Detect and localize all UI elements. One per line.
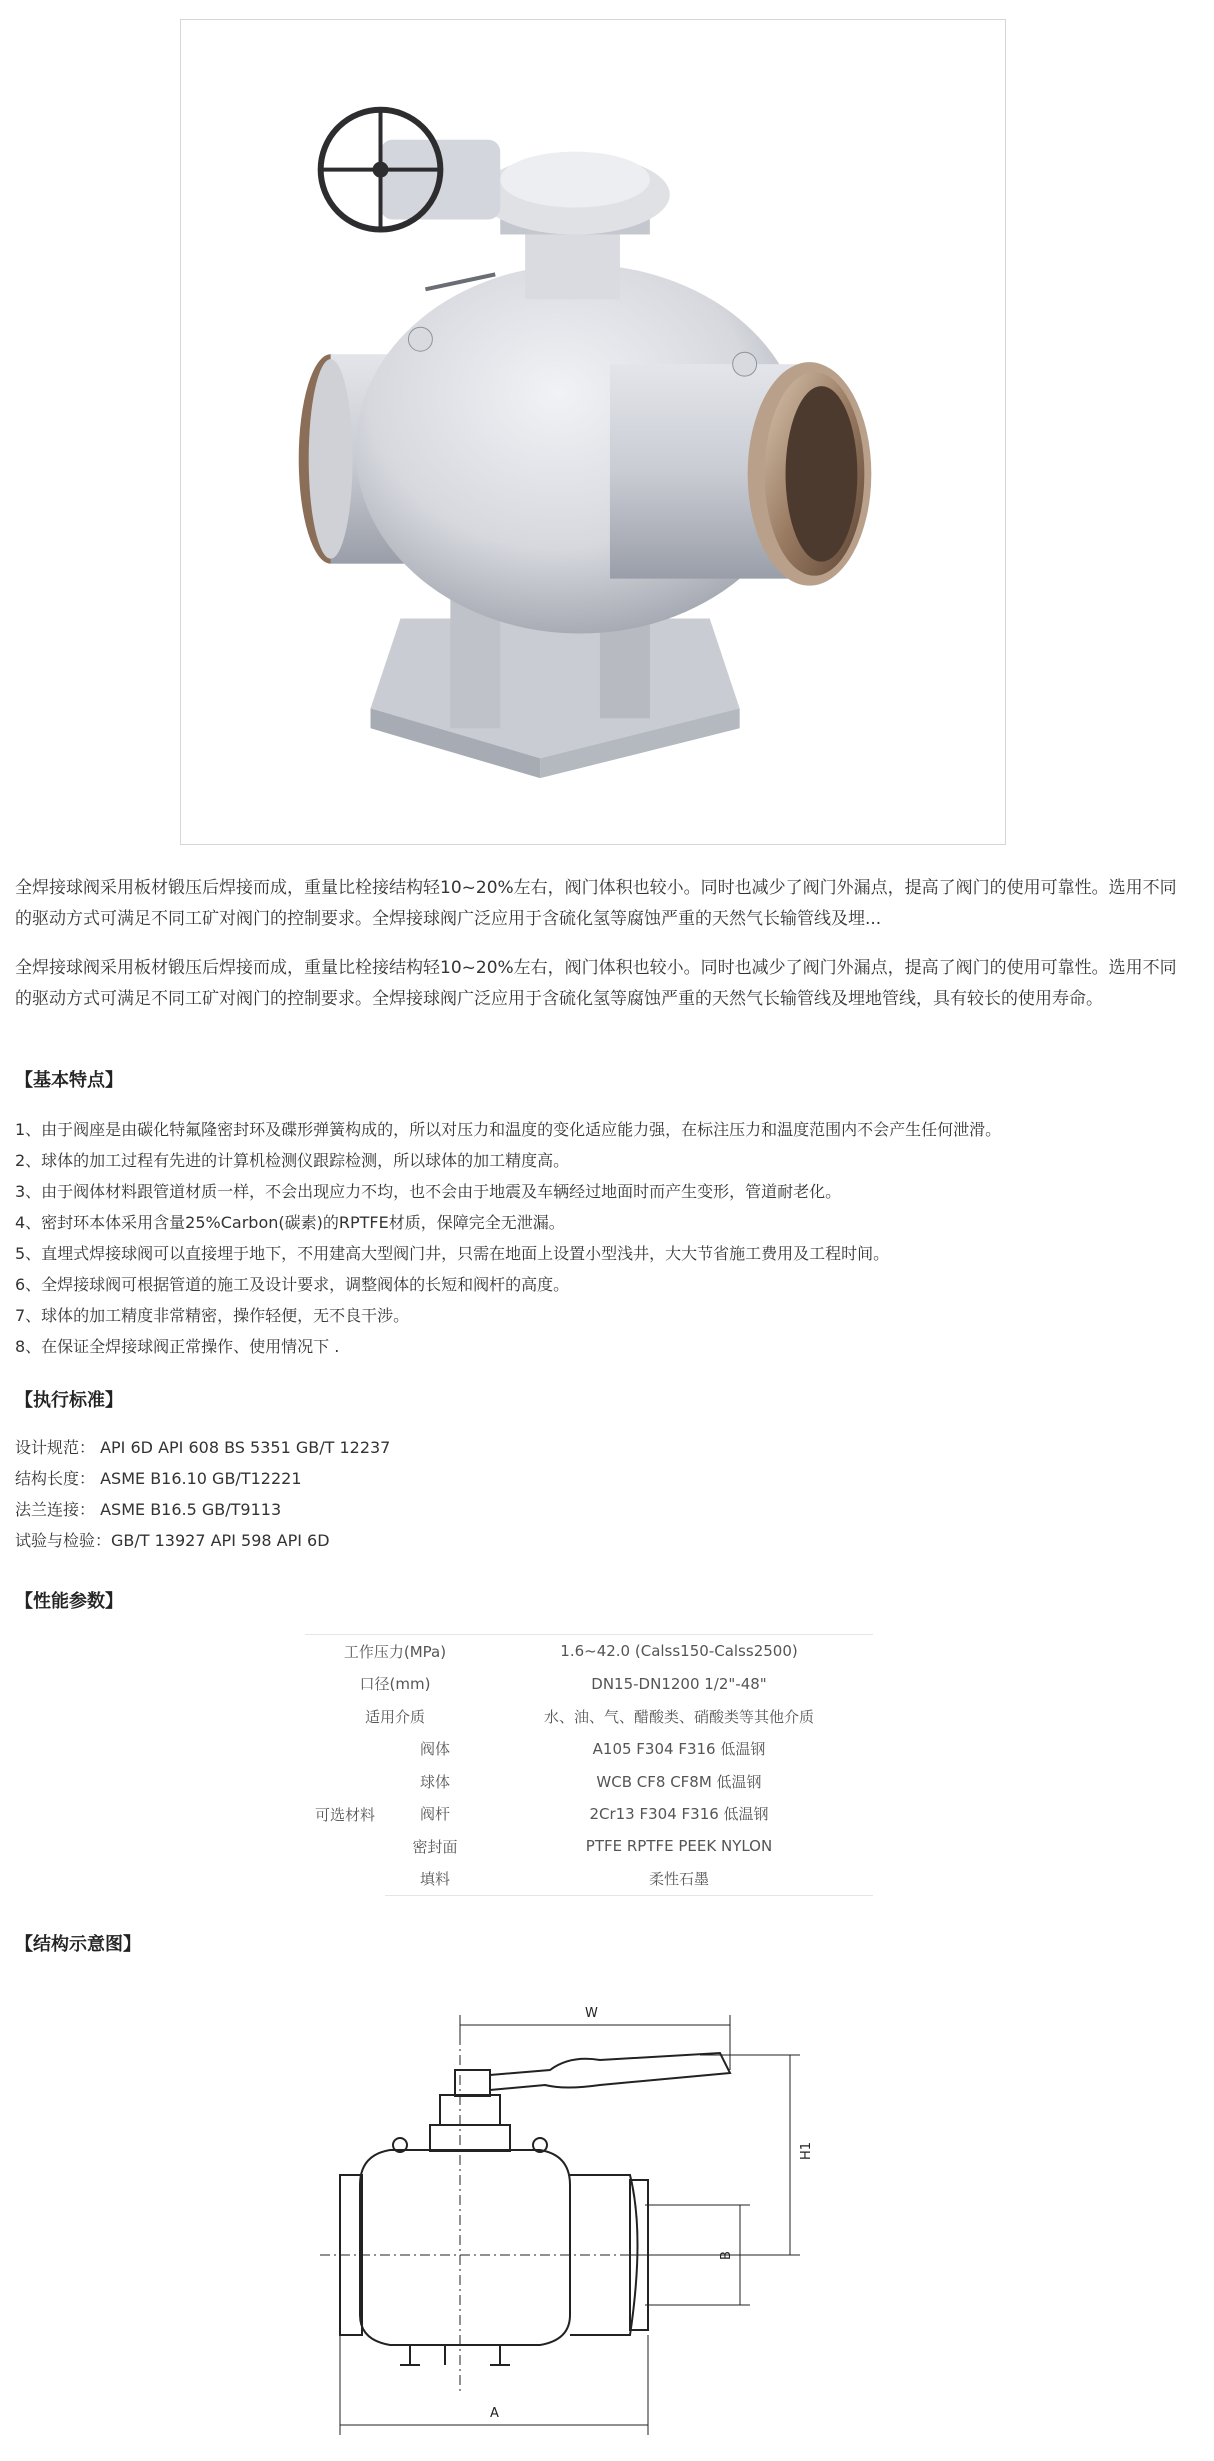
material-part: 密封面 (412, 1837, 458, 1856)
table-row (305, 1830, 873, 1863)
table-row (305, 1668, 873, 1701)
standard-item: 法兰连接： ASME B16.5 GB/T9113 (15, 1500, 282, 1519)
material-part: 阀杆 (419, 1805, 450, 1824)
table-row (305, 1700, 873, 1733)
performance-heading: 【性能参数】 (15, 1591, 123, 1612)
material-part: 阀体 (419, 1740, 450, 1759)
valve-drawing (300, 1975, 860, 2455)
features-list (15, 1114, 1001, 1362)
material-value: WCB CF8 CF8M 低温钢 (596, 1772, 762, 1791)
material-part: 填料 (385, 1863, 485, 1896)
param-label: 工作压力(MPa) (305, 1635, 485, 1668)
table-row (305, 1635, 873, 1668)
feature-item: 3、由于阀体材料跟管道材质一样，不会出现应力不均，也不会由于地震及车辆经过地面时而产生变形，管道耐老化。 (15, 1182, 842, 1201)
feature-item: 4、密封环本体采用含量25%Carbon(碳素)的RPTFE材质，保障完全无泄漏。 (15, 1213, 565, 1232)
param-value: DN15-DN1200 1/2"-48" (591, 1674, 767, 1693)
table-row (305, 1765, 873, 1798)
table-row (305, 1798, 873, 1831)
feature-item: 8、在保证全焊接球阀正常操作、使用情况下 . (15, 1337, 340, 1356)
product-photo (180, 19, 1006, 845)
intro-summary: 全焊接球阀采用板材锻压后焊接而成，重量比栓接结构轻10~20%左右，阀门体积也较小。同时也减少了阀门外漏点，提高了阀门的使用可靠性。选用不同的驱动方式可满足不同工矿对阀门的控制要求。全焊接球阀广泛应用于含硫化氢等腐蚀严重的天然气长输管线及埋... (15, 878, 1177, 929)
feature-item: 6、全焊接球阀可根据管道的施工及设计要求，调整阀体的长短和阀杆的高度。 (15, 1275, 570, 1294)
dim-b-label: B (719, 2251, 734, 2260)
materials-group-label: 可选材料 (314, 1805, 375, 1824)
material-value: 2Cr13 F304 F316 低温钢 (589, 1805, 769, 1824)
feature-item: 1、由于阀座是由碳化特氟隆密封环及碟形弹簧构成的，所以对压力和温度的变化适应能力强，在标注压力和温度范围内不会产生任何泄滑。 (15, 1120, 1002, 1139)
features-heading: 【基本特点】 (15, 1070, 123, 1091)
feature-item: 5、直埋式焊接球阀可以直接埋于地下，不用建高大型阀门井，只需在地面上设置小型浅井，大大节省施工费用及工程时间。 (15, 1244, 890, 1263)
feature-item: 2、球体的加工过程有先进的计算机检测仪跟踪检测，所以球体的加工精度高。 (15, 1151, 570, 1170)
standards-list (15, 1432, 390, 1556)
performance-table (305, 1634, 873, 1896)
dim-h1-label: H1 (799, 2141, 814, 2160)
dim-a-label: A (490, 2406, 499, 2421)
structure-diagram (300, 1975, 860, 2455)
standards-heading: 【执行标准】 (15, 1390, 123, 1411)
welded-ball-valve-image (181, 20, 1005, 844)
structure-heading: 【结构示意图】 (15, 1934, 141, 1955)
feature-item: 7、球体的加工精度非常精密，操作轻便，无不良干涉。 (15, 1306, 410, 1325)
material-value: A105 F304 F316 低温钢 (592, 1740, 766, 1759)
material-value: PTFE RPTFE PEEK NYLON (585, 1837, 773, 1856)
param-label: 适用介质 (364, 1707, 425, 1726)
table-row (305, 1863, 873, 1896)
intro-description: 全焊接球阀采用板材锻压后焊接而成，重量比栓接结构轻10~20%左右，阀门体积也较小。同时也减少了阀门外漏点，提高了阀门的使用可靠性。选用不同的驱动方式可满足不同工矿对阀门的控制要求。全焊接球阀广泛应用于含硫化氢等腐蚀严重的天然气长输管线及埋地管线，具有较长的使用寿命。 (15, 958, 1177, 1009)
dim-w-label: W (585, 2006, 598, 2021)
param-value: 水、油、气、醋酸类、硝酸类等其他介质 (543, 1707, 814, 1726)
table-row (305, 1733, 873, 1766)
standard-item: 设计规范： API 6D API 608 BS 5351 GB/T 12237 (15, 1438, 391, 1457)
param-value: 1.6~42.0 (Calss150-Calss2500) (485, 1635, 873, 1668)
standard-item: 结构长度： ASME B16.10 GB/T12221 (15, 1469, 302, 1488)
material-value: 柔性石墨 (485, 1863, 873, 1896)
standard-item: 试验与检验：GB/T 13927 API 598 API 6D (15, 1531, 330, 1550)
param-label: 口径(mm) (359, 1675, 431, 1694)
material-part: 球体 (419, 1772, 450, 1791)
